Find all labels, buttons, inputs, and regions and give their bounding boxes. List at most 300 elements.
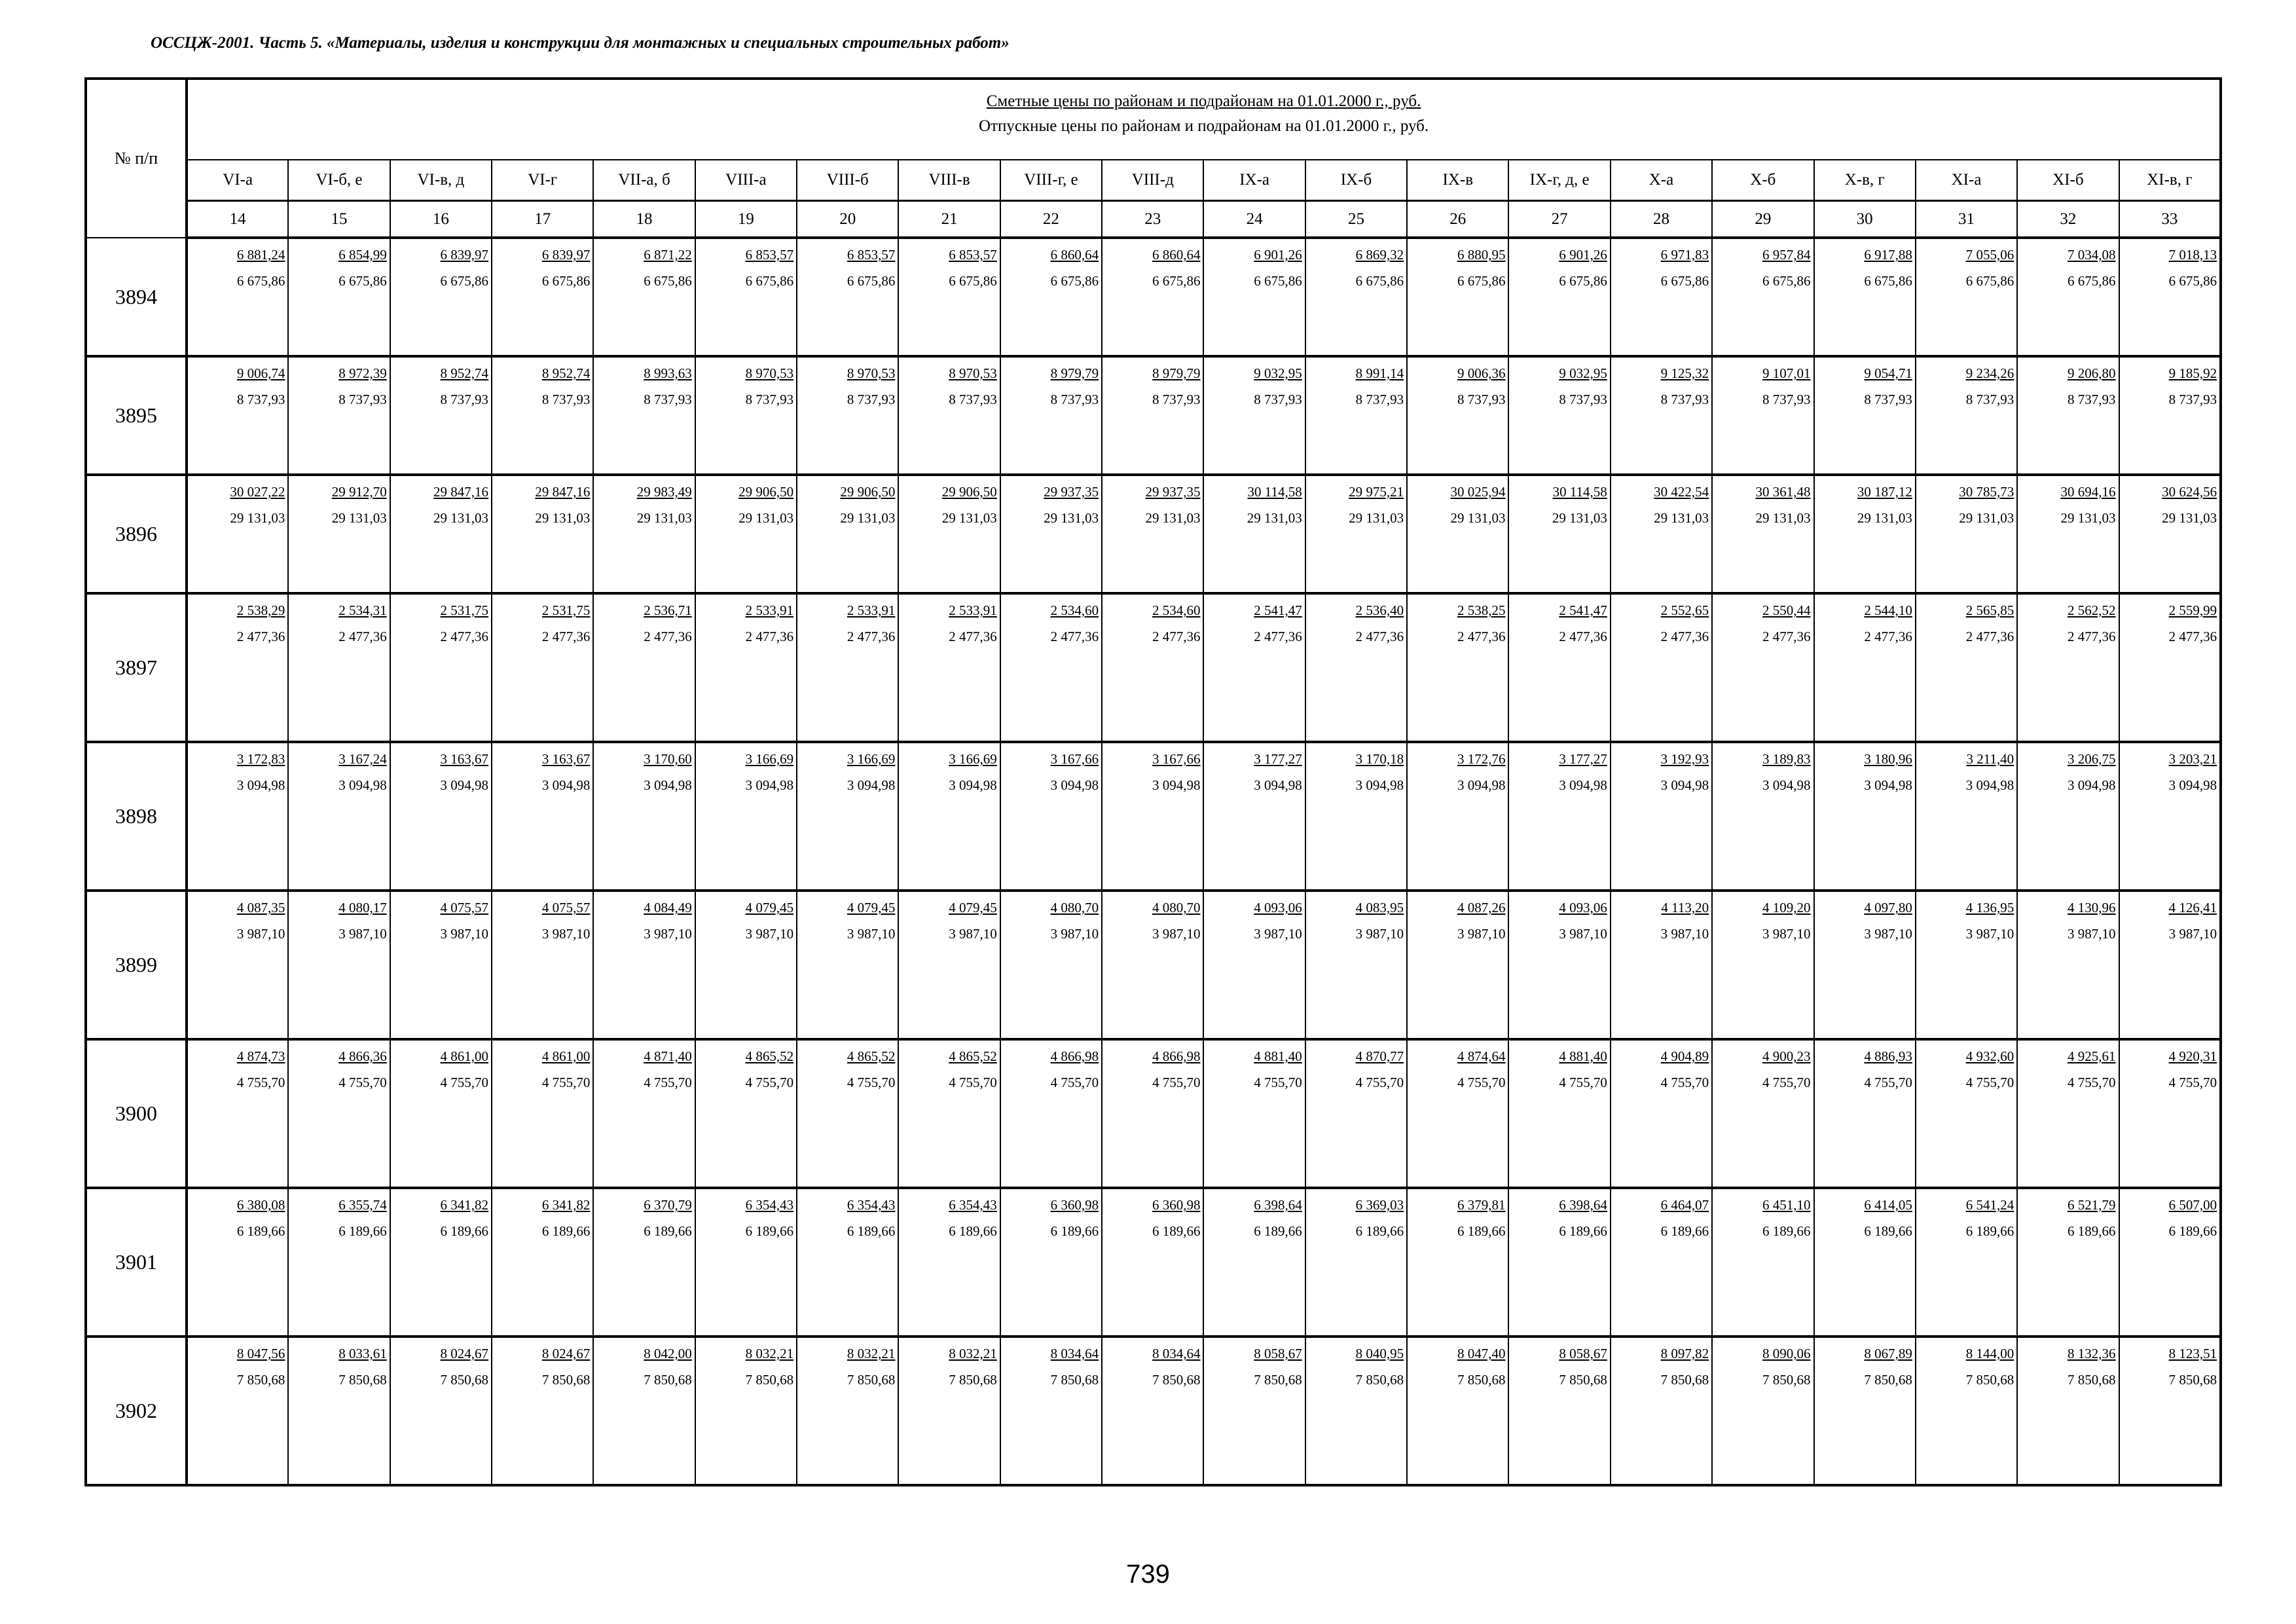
price-cell — [187, 891, 288, 1039]
price-cell — [898, 475, 1000, 593]
release-price: 3 094,98 — [1559, 777, 1607, 793]
price-cell — [1916, 475, 2017, 593]
estimate-price: 8 952,74 — [541, 365, 591, 381]
price-cell — [2119, 593, 2221, 742]
estimate-price: 3 166,69 — [745, 751, 794, 767]
price-cell — [2119, 742, 2221, 891]
price-cell — [695, 356, 797, 475]
estimate-price: 6 917,88 — [1864, 247, 1912, 263]
estimate-price: 4 881,40 — [1559, 1048, 1607, 1064]
price-cell — [1407, 238, 1508, 356]
zone-header: XI-а — [1916, 160, 2017, 201]
release-price: 8 737,93 — [1660, 392, 1709, 407]
estimate-price: 6 398,64 — [1254, 1197, 1302, 1213]
price-cell — [2017, 742, 2119, 891]
estimate-price: 8 033,61 — [338, 1346, 387, 1361]
estimate-price: 6 370,79 — [644, 1197, 692, 1213]
price-cell — [797, 356, 898, 475]
zone-header: VIII-в — [898, 160, 1000, 201]
release-price: 6 189,66 — [1152, 1223, 1201, 1239]
release-price: 7 850,68 — [949, 1372, 997, 1388]
column-number: 19 — [695, 201, 797, 238]
estimate-price: 6 957,84 — [1762, 247, 1811, 263]
estimate-price: 8 993,63 — [644, 365, 692, 381]
estimate-price: 6 901,26 — [1254, 247, 1302, 263]
release-price: 4 755,70 — [1762, 1075, 1811, 1090]
price-cell — [1916, 238, 2017, 356]
release-price: 6 189,66 — [1660, 1223, 1709, 1239]
estimate-price: 30 694,16 — [2060, 484, 2116, 500]
price-cell — [1203, 1188, 1305, 1337]
estimate-price: 4 865,52 — [949, 1048, 997, 1064]
estimate-price: 8 097,82 — [1660, 1346, 1709, 1361]
table-row — [86, 891, 2221, 1039]
release-price: 7 850,68 — [1355, 1372, 1404, 1388]
release-price: 2 477,36 — [1965, 629, 2014, 644]
estimate-price: 6 398,64 — [1559, 1197, 1607, 1213]
release-price: 4 755,70 — [644, 1075, 692, 1090]
release-price: 29 131,03 — [1959, 510, 2014, 526]
zone-header: X-в, г — [1814, 160, 1916, 201]
estimate-price: 4 866,98 — [1152, 1048, 1201, 1064]
column-number: 26 — [1407, 201, 1508, 238]
release-price: 6 189,66 — [1762, 1223, 1811, 1239]
estimate-price: 6 360,98 — [1152, 1197, 1201, 1213]
price-cell — [1712, 742, 1813, 891]
price-cell — [1305, 742, 1407, 891]
price-cell — [2017, 1337, 2119, 1485]
release-price: 3 987,10 — [644, 926, 692, 942]
estimate-price: 30 361,48 — [1755, 484, 1811, 500]
price-cell — [2017, 475, 2119, 593]
estimate-price: 29 906,50 — [941, 484, 997, 500]
price-cell — [1916, 1188, 2017, 1337]
price-cell — [1102, 891, 1203, 1039]
price-cell — [1508, 1039, 1610, 1188]
price-cell — [492, 475, 593, 593]
price-cell — [1305, 593, 1407, 742]
column-number: 25 — [1305, 201, 1407, 238]
price-cell — [1508, 891, 1610, 1039]
table-header-row — [86, 79, 2221, 160]
estimate-price: 7 055,06 — [1965, 247, 2014, 263]
estimate-price: 2 531,75 — [541, 602, 591, 618]
release-price: 6 675,86 — [1050, 273, 1099, 289]
price-cell — [187, 742, 288, 891]
estimate-price: 2 552,65 — [1660, 602, 1709, 618]
release-price: 6 675,86 — [1559, 273, 1607, 289]
estimate-price: 2 544,10 — [1864, 602, 1912, 618]
release-price: 6 675,86 — [949, 273, 997, 289]
estimate-price: 8 979,79 — [1050, 365, 1099, 381]
release-price: 4 755,70 — [2068, 1075, 2116, 1090]
price-cell — [390, 238, 492, 356]
item-number: 3900 — [86, 1039, 187, 1188]
price-cell — [1203, 1039, 1305, 1188]
estimate-price: 4 920,31 — [2168, 1048, 2217, 1064]
price-cell — [797, 593, 898, 742]
estimate-price: 4 865,52 — [745, 1048, 794, 1064]
zone-header: IX-в — [1407, 160, 1508, 201]
estimate-price: 3 170,18 — [1355, 751, 1404, 767]
price-cell — [492, 1039, 593, 1188]
estimate-price: 8 040,95 — [1355, 1346, 1404, 1361]
release-price: 29 131,03 — [1349, 510, 1404, 526]
zone-header: XI-в, г — [2119, 160, 2221, 201]
estimate-price: 6 971,83 — [1660, 247, 1709, 263]
release-price: 7 850,68 — [1864, 1372, 1912, 1388]
release-price: 29 131,03 — [1755, 510, 1811, 526]
estimate-price: 3 180,96 — [1864, 751, 1912, 767]
price-cell — [390, 475, 492, 593]
release-price: 3 094,98 — [1762, 777, 1811, 793]
estimate-price: 4 925,61 — [2068, 1048, 2116, 1064]
estimate-price: 4 932,60 — [1965, 1048, 2014, 1064]
estimate-price: 8 058,67 — [1254, 1346, 1302, 1361]
estimate-price: 8 032,21 — [847, 1346, 896, 1361]
zone-header: VI-г — [492, 160, 593, 201]
release-price: 3 094,98 — [1457, 777, 1506, 793]
zone-header: VII-а, б — [593, 160, 695, 201]
release-price: 6 675,86 — [1152, 273, 1201, 289]
estimate-price: 4 904,89 — [1660, 1048, 1709, 1064]
release-price: 4 755,70 — [440, 1075, 489, 1090]
estimate-price: 29 937,35 — [1044, 484, 1099, 500]
price-cell — [390, 742, 492, 891]
estimate-price: 30 114,58 — [1552, 484, 1607, 500]
estimate-price: 4 874,73 — [236, 1048, 285, 1064]
release-price: 6 675,86 — [1660, 273, 1709, 289]
release-price: 2 477,36 — [1152, 629, 1201, 644]
release-price: 6 189,66 — [1965, 1223, 2014, 1239]
release-price: 2 477,36 — [541, 629, 591, 644]
release-price: 4 755,70 — [1559, 1075, 1607, 1090]
release-price: 6 189,66 — [2168, 1223, 2217, 1239]
estimate-price: 4 083,95 — [1355, 900, 1404, 915]
release-price: 7 850,68 — [2168, 1372, 2217, 1388]
release-price: 7 850,68 — [644, 1372, 692, 1388]
estimate-price: 8 047,56 — [236, 1346, 285, 1361]
price-cell — [797, 742, 898, 891]
item-number: 3902 — [86, 1337, 187, 1485]
price-cell — [288, 742, 390, 891]
estimate-price: 6 860,64 — [1050, 247, 1099, 263]
price-cell — [695, 593, 797, 742]
price-cell — [593, 1039, 695, 1188]
estimate-price: 4 865,52 — [847, 1048, 896, 1064]
estimate-price: 4 871,40 — [644, 1048, 692, 1064]
estimate-price: 8 979,79 — [1152, 365, 1201, 381]
estimate-price: 8 058,67 — [1559, 1346, 1607, 1361]
price-cell — [1305, 356, 1407, 475]
release-price: 29 131,03 — [230, 510, 285, 526]
price-cell — [1916, 593, 2017, 742]
price-cell — [898, 356, 1000, 475]
estimate-price: 4 093,06 — [1254, 900, 1302, 915]
release-price: 29 131,03 — [1247, 510, 1302, 526]
table-row — [86, 356, 2221, 475]
column-numbers-row — [86, 201, 2221, 238]
estimate-price: 3 167,66 — [1152, 751, 1201, 767]
price-cell — [492, 1188, 593, 1337]
release-price: 3 987,10 — [745, 926, 794, 942]
release-price: 29 131,03 — [2162, 510, 2217, 526]
release-price: 6 675,86 — [847, 273, 896, 289]
estimate-price: 2 538,25 — [1457, 602, 1506, 618]
price-cell — [2017, 238, 2119, 356]
item-number: 3899 — [86, 891, 187, 1039]
release-price: 8 737,93 — [1965, 392, 2014, 407]
item-number: 3898 — [86, 742, 187, 891]
price-cell — [390, 593, 492, 742]
estimate-price: 2 541,47 — [1254, 602, 1302, 618]
estimate-price: 6 354,43 — [949, 1197, 997, 1213]
estimate-price: 3 203,21 — [2168, 751, 2217, 767]
price-cell — [1000, 1039, 1102, 1188]
release-price: 2 477,36 — [1050, 629, 1099, 644]
zone-header: VI-б, е — [288, 160, 390, 201]
release-price: 6 675,86 — [236, 273, 285, 289]
release-price: 6 675,86 — [1355, 273, 1404, 289]
release-price: 3 987,10 — [1152, 926, 1201, 942]
price-cell — [1407, 1039, 1508, 1188]
estimate-price: 9 054,71 — [1864, 365, 1912, 381]
release-price: 29 131,03 — [1857, 510, 1912, 526]
release-price: 8 737,93 — [440, 392, 489, 407]
price-cell — [1102, 1188, 1203, 1337]
zone-header: IX-г, д, е — [1508, 160, 1610, 201]
release-price: 8 737,93 — [1152, 392, 1201, 407]
column-number: 21 — [898, 201, 1000, 238]
price-cell — [1712, 593, 1813, 742]
column-number: 22 — [1000, 201, 1102, 238]
estimate-price: 8 034,64 — [1152, 1346, 1201, 1361]
release-price: 8 737,93 — [1559, 392, 1607, 407]
release-price: 3 987,10 — [1457, 926, 1506, 942]
release-price: 2 477,36 — [1559, 629, 1607, 644]
release-price: 8 737,93 — [1050, 392, 1099, 407]
estimate-price: 3 192,93 — [1660, 751, 1709, 767]
zone-header: VIII-б — [797, 160, 898, 201]
price-table — [84, 77, 2222, 1486]
estimate-price: 8 032,21 — [949, 1346, 997, 1361]
price-cell — [2119, 1188, 2221, 1337]
price-cell — [797, 1337, 898, 1485]
zone-header: XI-б — [2017, 160, 2119, 201]
estimate-price: 6 380,08 — [236, 1197, 285, 1213]
estimate-price: 6 369,03 — [1355, 1197, 1404, 1213]
release-price: 29 131,03 — [1044, 510, 1099, 526]
release-price: 3 094,98 — [1152, 777, 1201, 793]
column-number: 23 — [1102, 201, 1203, 238]
release-price: 7 850,68 — [1660, 1372, 1709, 1388]
price-cell — [1000, 238, 1102, 356]
table-row — [86, 475, 2221, 593]
estimate-price: 4 130,96 — [2068, 900, 2116, 915]
estimate-price: 30 624,56 — [2162, 484, 2217, 500]
release-price: 6 675,86 — [1457, 273, 1506, 289]
release-price: 8 737,93 — [1355, 392, 1404, 407]
release-price: 2 477,36 — [1660, 629, 1709, 644]
release-price: 6 189,66 — [440, 1223, 489, 1239]
release-price: 6 675,86 — [1762, 273, 1811, 289]
release-price: 3 094,98 — [847, 777, 896, 793]
release-price: 8 737,93 — [236, 392, 285, 407]
release-price: 3 094,98 — [2168, 777, 2217, 793]
price-cell — [1916, 742, 2017, 891]
estimate-price: 8 042,00 — [644, 1346, 692, 1361]
price-cell — [1712, 1188, 1813, 1337]
price-cell — [1203, 1337, 1305, 1485]
estimate-price: 3 166,69 — [847, 751, 896, 767]
release-price: 3 094,98 — [541, 777, 591, 793]
release-price: 2 477,36 — [2068, 629, 2116, 644]
release-price: 3 987,10 — [1050, 926, 1099, 942]
release-price: 6 189,66 — [1559, 1223, 1607, 1239]
estimate-price: 8 032,21 — [745, 1346, 794, 1361]
release-price: 4 755,70 — [1965, 1075, 2014, 1090]
price-cell — [288, 1337, 390, 1485]
column-number: 33 — [2119, 201, 2221, 238]
estimate-price: 6 871,22 — [644, 247, 692, 263]
estimate-price: 3 206,75 — [2068, 751, 2116, 767]
estimate-price: 8 067,89 — [1864, 1346, 1912, 1361]
release-price: 6 189,66 — [949, 1223, 997, 1239]
estimate-price: 6 901,26 — [1559, 247, 1607, 263]
price-cell — [492, 356, 593, 475]
price-cell — [1916, 356, 2017, 475]
release-price: 6 675,86 — [1254, 273, 1302, 289]
estimate-price: 6 839,97 — [440, 247, 489, 263]
zone-header: IX-а — [1203, 160, 1305, 201]
price-cell — [1611, 356, 1712, 475]
estimate-price: 3 177,27 — [1254, 751, 1302, 767]
price-cell — [1407, 356, 1508, 475]
release-price: 4 755,70 — [1050, 1075, 1099, 1090]
release-price: 3 987,10 — [2168, 926, 2217, 942]
price-cell — [1000, 891, 1102, 1039]
estimate-price: 6 355,74 — [338, 1197, 387, 1213]
column-number: 17 — [492, 201, 593, 238]
price-cell — [1611, 593, 1712, 742]
estimate-price: 6 853,57 — [949, 247, 997, 263]
release-price: 2 477,36 — [1762, 629, 1811, 644]
release-price: 3 987,10 — [1965, 926, 2014, 942]
release-price: 8 737,93 — [644, 392, 692, 407]
release-price: 2 477,36 — [1355, 629, 1404, 644]
estimate-price: 3 163,67 — [541, 751, 591, 767]
price-cell — [2017, 1188, 2119, 1337]
estimate-price: 4 079,45 — [949, 900, 997, 915]
price-cell — [1000, 356, 1102, 475]
release-price: 6 189,66 — [541, 1223, 591, 1239]
price-cell — [898, 1039, 1000, 1188]
estimate-price: 9 206,80 — [2068, 365, 2116, 381]
price-cell — [1508, 238, 1610, 356]
estimate-price: 4 075,57 — [440, 900, 489, 915]
price-cell — [2119, 1039, 2221, 1188]
estimate-price: 9 185,92 — [2168, 365, 2217, 381]
release-price: 2 477,36 — [847, 629, 896, 644]
estimate-price: 4 093,06 — [1559, 900, 1607, 915]
estimate-price: 2 538,29 — [236, 602, 285, 618]
price-cell — [2017, 356, 2119, 475]
price-cell — [593, 593, 695, 742]
price-cell — [1000, 1337, 1102, 1485]
table-row — [86, 238, 2221, 356]
caption-release: Отпускные цены по районам и подрайонам на 01.01.2000 г., руб. — [978, 117, 1429, 135]
estimate-price: 9 032,95 — [1254, 365, 1302, 381]
estimate-price: 9 006,36 — [1457, 365, 1506, 381]
price-cell — [1102, 356, 1203, 475]
release-price: 6 189,66 — [338, 1223, 387, 1239]
estimate-price: 4 109,20 — [1762, 900, 1811, 915]
price-cell — [2017, 593, 2119, 742]
estimate-price: 4 861,00 — [541, 1048, 591, 1064]
release-price: 7 850,68 — [745, 1372, 794, 1388]
price-cell — [1102, 593, 1203, 742]
release-price: 29 131,03 — [433, 510, 489, 526]
price-cell — [797, 238, 898, 356]
estimate-price: 8 991,14 — [1355, 365, 1404, 381]
price-cell — [2119, 356, 2221, 475]
price-cell — [390, 1039, 492, 1188]
estimate-price: 3 170,60 — [644, 751, 692, 767]
release-price: 3 094,98 — [1355, 777, 1404, 793]
estimate-price: 2 533,91 — [949, 602, 997, 618]
price-cell — [187, 1188, 288, 1337]
estimate-price: 29 975,21 — [1349, 484, 1404, 500]
price-cell — [797, 1039, 898, 1188]
column-number: 31 — [1916, 201, 2017, 238]
price-cell — [1305, 1337, 1407, 1485]
table-row — [86, 1039, 2221, 1188]
price-cell — [898, 1188, 1000, 1337]
price-cell — [1305, 238, 1407, 356]
estimate-price: 6 379,81 — [1457, 1197, 1506, 1213]
estimate-price: 6 854,99 — [338, 247, 387, 263]
release-price: 4 755,70 — [1254, 1075, 1302, 1090]
release-price: 2 477,36 — [1864, 629, 1912, 644]
column-number: 29 — [1712, 201, 1813, 238]
release-price: 8 737,93 — [949, 392, 997, 407]
price-cell — [593, 1337, 695, 1485]
price-cell — [1000, 742, 1102, 891]
release-price: 6 189,66 — [1050, 1223, 1099, 1239]
item-number: 3895 — [86, 356, 187, 475]
price-cell — [1203, 356, 1305, 475]
item-number: 3897 — [86, 593, 187, 742]
price-cell — [695, 1039, 797, 1188]
price-cell — [898, 1337, 1000, 1485]
price-cell — [1305, 1039, 1407, 1188]
release-price: 29 131,03 — [331, 510, 387, 526]
price-cell — [1611, 1039, 1712, 1188]
zone-header: VIII-а — [695, 160, 797, 201]
release-price: 29 131,03 — [1145, 510, 1201, 526]
price-cell — [2119, 891, 2221, 1039]
table-row — [86, 1188, 2221, 1337]
estimate-price: 4 866,98 — [1050, 1048, 1099, 1064]
release-price: 3 987,10 — [2068, 926, 2116, 942]
estimate-price: 4 087,35 — [236, 900, 285, 915]
release-price: 7 850,68 — [1457, 1372, 1506, 1388]
price-cell — [1611, 238, 1712, 356]
release-price: 4 755,70 — [236, 1075, 285, 1090]
release-price: 6 675,86 — [745, 273, 794, 289]
release-price: 2 477,36 — [949, 629, 997, 644]
column-number: 16 — [390, 201, 492, 238]
